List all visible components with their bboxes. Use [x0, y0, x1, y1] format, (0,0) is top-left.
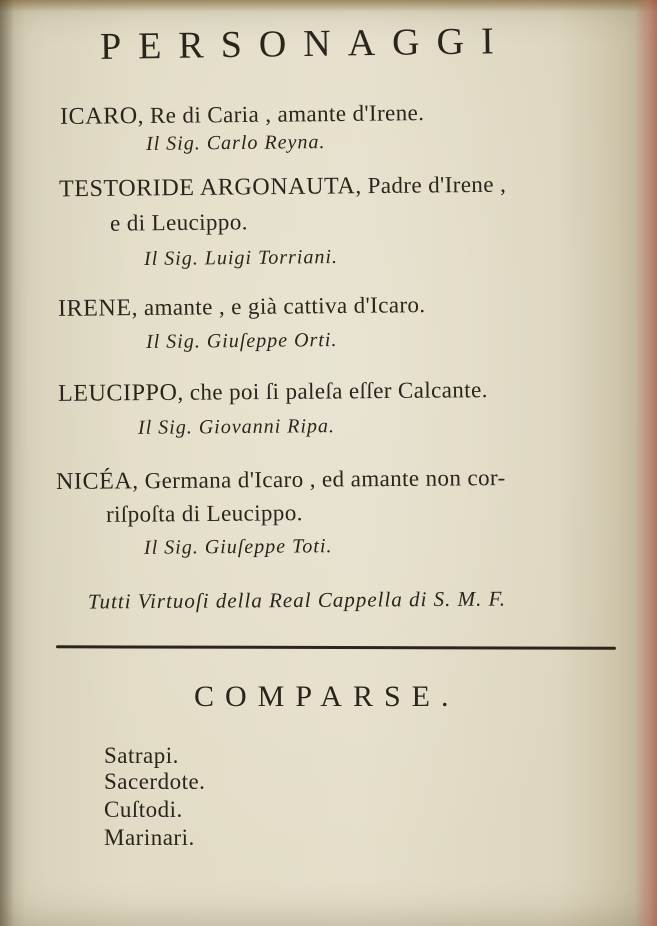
role-entry [60, 100, 425, 131]
page-top-edge [0, 0, 657, 12]
comparse-title: COMPARSE. [194, 680, 460, 713]
role-name: ICARO [59, 103, 138, 130]
role-description: , Re di Caria , amante d'Irene. [137, 100, 425, 129]
comparse-item: Satrapi. [104, 743, 179, 768]
role-entry [58, 292, 426, 323]
role-entry [58, 377, 488, 408]
role-description: , Padre d'Irene , [355, 171, 507, 199]
role-name: NICÉA [55, 468, 133, 495]
spine-shadow [0, 0, 14, 926]
section-divider [56, 645, 616, 649]
role-singer: Il Sig. Giovanni Ripa. [137, 415, 336, 439]
role-singer: Il Sig. Giuſeppe Toti. [143, 535, 333, 559]
role-description: , amante , e già cattiva d'Icaro. [131, 292, 426, 321]
role-entry [59, 172, 506, 204]
role-singer: Il Sig. Luigi Torriani. [143, 245, 339, 271]
company-note: Tutti Virtuoſi della Real Cappella di S. M. F. [87, 586, 507, 614]
role-entry [56, 465, 506, 496]
role-description-continued: riſpoſta di Leucippo. [105, 500, 303, 527]
role-singer: Il Sig. Giuſeppe Orti. [145, 328, 338, 354]
role-description: , che poi ſi paleſa eſſer Calcante. [177, 377, 488, 405]
page-right-edge [635, 0, 657, 926]
comparse-item: Cuſtodi. [104, 797, 183, 822]
role-name: LEUCIPPO [57, 379, 178, 407]
role-description-continued: e di Leucippo. [109, 209, 248, 236]
role-description: , Germana d'Icaro , ed amante non cor- [132, 465, 506, 494]
comparse-item: Sacerdote. [104, 769, 206, 794]
page-title: PERSONAGGI [99, 20, 511, 68]
comparse-item: Marinari. [104, 825, 195, 850]
role-name: IRENE [57, 295, 132, 322]
role-name: TESTORIDE ARGONAUTA [58, 173, 356, 203]
role-singer: Il Sig. Carlo Reyna. [145, 131, 326, 155]
